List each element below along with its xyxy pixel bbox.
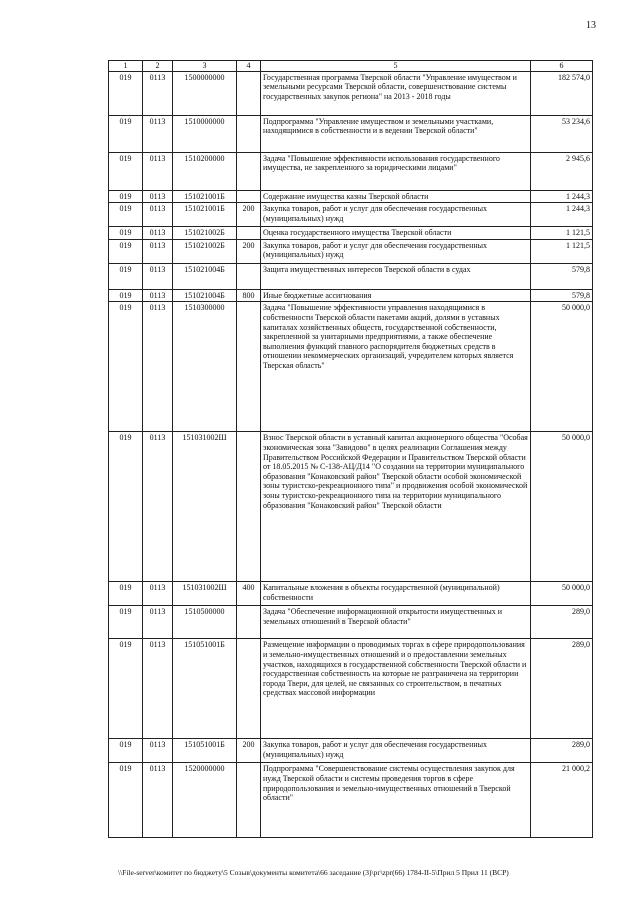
file-path-footer: \\File-server\комитет по бюджету\5 Созыв\документы комитета\66 заседание (3)\рг\zpr(66) 1784-II-5\Прил 5 Прил 11 (ВСР) [118,868,509,877]
row-amount: 182 574,0 [531,71,593,115]
table-row [109,582,593,606]
section-code: 0113 [143,289,173,302]
ministry-code: 019 [109,239,143,263]
target-article-code: 1520000000 [173,763,237,838]
ministry-code: 019 [109,115,143,152]
column-header: 3 [173,61,237,72]
row-amount: 50 000,0 [531,432,593,582]
expense-type-code [237,763,261,838]
row-amount: 289,0 [531,739,593,763]
section-code: 0113 [143,239,173,263]
table-header [109,61,593,72]
row-amount: 50 000,0 [531,582,593,606]
row-description: Задача "Обеспечение информационной открытости имущественных и земельных отношений в Тверской области" [261,606,531,639]
row-description: Задача "Повышение эффективности управления находящимися в собственности Тверской области пакетами акций, долями в уставных капиталах хозяйственных обществ, государственной собственности, закрепленной за унитарными предприятиями, а также обеспечение выполнения функций главного распорядителя бюджетных средств в отношении некоммерческих организаций, учредителем которых является Тверская область" [261,302,531,432]
column-header: 2 [143,61,173,72]
table-row [109,190,593,203]
row-description: Размещение информации о проводимых торгах в сфере природопользования и земельно-имущественных отношений и о предоставлении земельных участков, находящихся в государственной собственности Тверской области и государственная собственность на которые не разграничена на территории города Твери, для целей, не связанных со строительством, в печатных средствах массовой информации [261,639,531,739]
table-row [109,302,593,432]
target-article-code: 151031002Ш [173,432,237,582]
table-row [109,289,593,302]
table-row [109,606,593,639]
row-amount: 1 244,3 [531,190,593,203]
expense-type-code [237,71,261,115]
row-description: Защита имущественных интересов Тверской области в судах [261,263,531,289]
section-code: 0113 [143,432,173,582]
ministry-code: 019 [109,152,143,190]
expense-type-code: 200 [237,203,261,227]
ministry-code: 019 [109,763,143,838]
section-code: 0113 [143,606,173,639]
row-description: Закупка товаров, работ и услуг для обеспечения государственных (муниципальных) нужд [261,203,531,227]
ministry-code: 019 [109,289,143,302]
table-row [109,203,593,227]
row-description: Оценка государственного имущества Тверской области [261,227,531,240]
column-number-row [109,61,593,72]
target-article-code: 151021001Б [173,190,237,203]
row-amount: 579,8 [531,263,593,289]
ministry-code: 019 [109,432,143,582]
ministry-code: 019 [109,203,143,227]
column-header: 4 [237,61,261,72]
row-amount: 21 000,2 [531,763,593,838]
target-article-code: 1510300000 [173,302,237,432]
section-code: 0113 [143,203,173,227]
section-code: 0113 [143,302,173,432]
ministry-code: 019 [109,582,143,606]
expense-type-code: 200 [237,239,261,263]
row-description: Подпрограмма "Управление имуществом и земельными участками, находящимися в собственности и в ведении Тверской области" [261,115,531,152]
table-body [109,71,593,838]
section-code: 0113 [143,763,173,838]
row-description: Задача "Повышение эффективности использования государственного имущества, не закрепленного за юридическими лицами" [261,152,531,190]
table-row [109,639,593,739]
expense-type-code [237,432,261,582]
target-article-code: 1510200000 [173,152,237,190]
row-description: Капитальные вложения в объекты государственной (муниципальной) собственности [261,582,531,606]
ministry-code: 019 [109,639,143,739]
ministry-code: 019 [109,263,143,289]
expense-type-code [237,190,261,203]
row-amount: 1 121,5 [531,227,593,240]
section-code: 0113 [143,263,173,289]
row-description: Государственная программа Тверской области "Управление имуществом и земельными ресурсами Тверской области, совершенствование системы государственных закупок региона" на 2013 - 2018 годы [261,71,531,115]
section-code: 0113 [143,115,173,152]
expense-type-code: 800 [237,289,261,302]
row-amount: 579,8 [531,289,593,302]
table-row [109,227,593,240]
expense-type-code [237,639,261,739]
ministry-code: 019 [109,606,143,639]
target-article-code: 1510000000 [173,115,237,152]
row-description: Закупка товаров, работ и услуг для обеспечения государственных (муниципальных) нужд [261,739,531,763]
row-description: Иные бюджетные ассигнования [261,289,531,302]
row-description: Взнос Тверской области в уставный капитал акционерного общества "Особая экономическая зона "Завидово" в целях реализации Соглашения между Правительством Российской Федерации и Правительством Тверской области от 18.05.2015 № С-138-АЦ/Д14 "О создании на территории муниципального образования "Конаковский район" Тверской области особой экономической зоны туристско-рекреационного типа" и продвижения особой экономической зоны туристско-рекреационного типа на территории муниципального образования "Конаковский район" Тверской области [261,432,531,582]
ministry-code: 019 [109,739,143,763]
section-code: 0113 [143,190,173,203]
section-code: 0113 [143,582,173,606]
target-article-code: 151031002Ш [173,582,237,606]
row-amount: 53 234,6 [531,115,593,152]
row-description: Подпрограмма "Совершенствование системы осуществления закупок для нужд Тверской области и системы проведения торгов в сфере природопользования и земельно-имущественных отношений в Тверской области" [261,763,531,838]
column-header: 6 [531,61,593,72]
target-article-code: 151021001Б [173,203,237,227]
row-amount: 289,0 [531,639,593,739]
target-article-code: 151051001Б [173,639,237,739]
row-amount: 289,0 [531,606,593,639]
expense-type-code [237,227,261,240]
row-amount: 1 121,5 [531,239,593,263]
ministry-code: 019 [109,302,143,432]
section-code: 0113 [143,152,173,190]
ministry-code: 019 [109,227,143,240]
expense-type-code [237,115,261,152]
table-row [109,115,593,152]
table-row [109,763,593,838]
column-header: 1 [109,61,143,72]
ministry-code: 019 [109,71,143,115]
expense-type-code [237,606,261,639]
section-code: 0113 [143,639,173,739]
row-amount: 1 244,3 [531,203,593,227]
row-description: Содержание имущества казны Тверской области [261,190,531,203]
table-row [109,432,593,582]
section-code: 0113 [143,739,173,763]
target-article-code: 151021002Б [173,227,237,240]
column-header: 5 [261,61,531,72]
section-code: 0113 [143,71,173,115]
table-row [109,71,593,115]
expense-type-code: 200 [237,739,261,763]
table-row [109,739,593,763]
ministry-code: 019 [109,190,143,203]
section-code: 0113 [143,227,173,240]
row-description: Закупка товаров, работ и услуг для обеспечения государственных (муниципальных) нужд [261,239,531,263]
row-amount: 50 000,0 [531,302,593,432]
target-article-code: 1510500000 [173,606,237,639]
budget-table [108,60,593,838]
expense-type-code: 400 [237,582,261,606]
table-row [109,152,593,190]
target-article-code: 151021002Б [173,239,237,263]
expense-type-code [237,302,261,432]
target-article-code: 151021004Б [173,289,237,302]
target-article-code: 151021004Б [173,263,237,289]
expense-type-code [237,152,261,190]
page-number: 13 [586,20,596,31]
table-row [109,263,593,289]
table-row [109,239,593,263]
row-amount: 2 945,6 [531,152,593,190]
expense-type-code [237,263,261,289]
target-article-code: 1500000000 [173,71,237,115]
target-article-code: 151051001Б [173,739,237,763]
